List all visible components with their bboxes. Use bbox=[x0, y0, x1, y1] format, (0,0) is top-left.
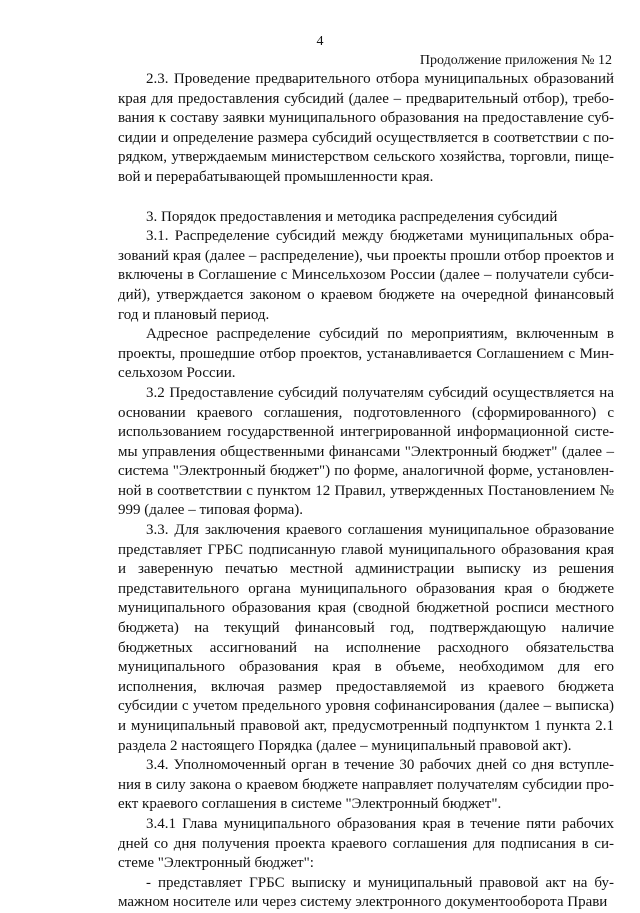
section-heading-3: 3. Порядок предоставления и методика распределения субсидий bbox=[146, 208, 558, 225]
paragraph-3-4: 3.4. Уполномоченный орган в течение 30 рабочих дней со дня вступления в силу закона о краевом бюджете направляет получателям субсидии проект краевого соглашения в системе "Электронный бюджет". bbox=[118, 757, 614, 813]
paragraph-3-3: 3.3. Для заключения краевого соглашения муниципальное образование представляет ГРБС подписанную главой муниципального образования края и заверенную печатью местной администрации выписку из решения представительного органа муниципального образования края о бюджете муниципального образования края (сводной бюджетной росписи местного бюджета) на текущий финансовый год, подтверждающую наличие бюджетных ассигнований на исполнение расходного обязательства муниципального образования края в объеме, необходимом для его исполнения, включая размер предоставляемой из краевого бюджета субсидии с учетом предельного уровня софинансирования (далее – выписка) и муниципальный правовой акт, предусмотренный подпунктом 1 пункта 2.1 раздела 2 настоящего Порядка (далее – муниципальный правовой акт). bbox=[118, 522, 614, 754]
document-body bbox=[118, 70, 614, 913]
page-number: 4 bbox=[316, 34, 324, 49]
appendix-continuation-note: Продолжение приложения № 12 bbox=[419, 53, 612, 68]
paragraph-address-distribution: Адресное распределение субсидий по мероприятиям, включенным в проекты, прошедшие отбор проектов, устанавливается Соглашением с Минсельхозом России. bbox=[118, 326, 614, 382]
paragraph-list-item: - представляет ГРБС выписку и муниципальный правовой акт на бумажном носителе или через систему электронного документооборота Прави bbox=[118, 874, 614, 911]
paragraph-3-1: 3.1. Распределение субсидий между бюджетами муниципальных образований края (далее – распределение), чьи проекты прошли отбор проектов и включены в Соглашение с Минсельхозом России (далее – получатели субсидий), утверждается законом о краевом бюджете на очередной финансовый год и плановый период. bbox=[118, 228, 614, 323]
paragraph-3-4-1: 3.4.1 Глава муниципального образования края в течение пяти рабочих дней со дня получения проекта краевого соглашения для подписания в системе "Электронный бюджет": bbox=[118, 815, 614, 872]
paragraph-3-2: 3.2 Предоставление субсидий получателям субсидий осуществляется на основании краевого соглашения, подготовленного (сформированного) с использованием государственной интегрированной информационной системы управления общественными финансами "Электронный бюджет" (далее – система "Электронный бюджет") по форме, аналогичной форме, установленной в соответствии с пунктом 12 Правил, утвержденных Постановлением № 999 (далее – типовая форма). bbox=[118, 384, 614, 519]
paragraph-2-3: 2.3. Проведение предварительного отбора муниципальных образований края для предоставления субсидий (далее – предварительный отбор), требования к составу заявки муниципального образования на предоставление субсидии и определение размера субсидий осуществляется в соответствии с порядком, утверждаемым министерством сельского хозяйства, торговли, пищевой и перерабатывающей промышленности края. bbox=[118, 71, 614, 185]
